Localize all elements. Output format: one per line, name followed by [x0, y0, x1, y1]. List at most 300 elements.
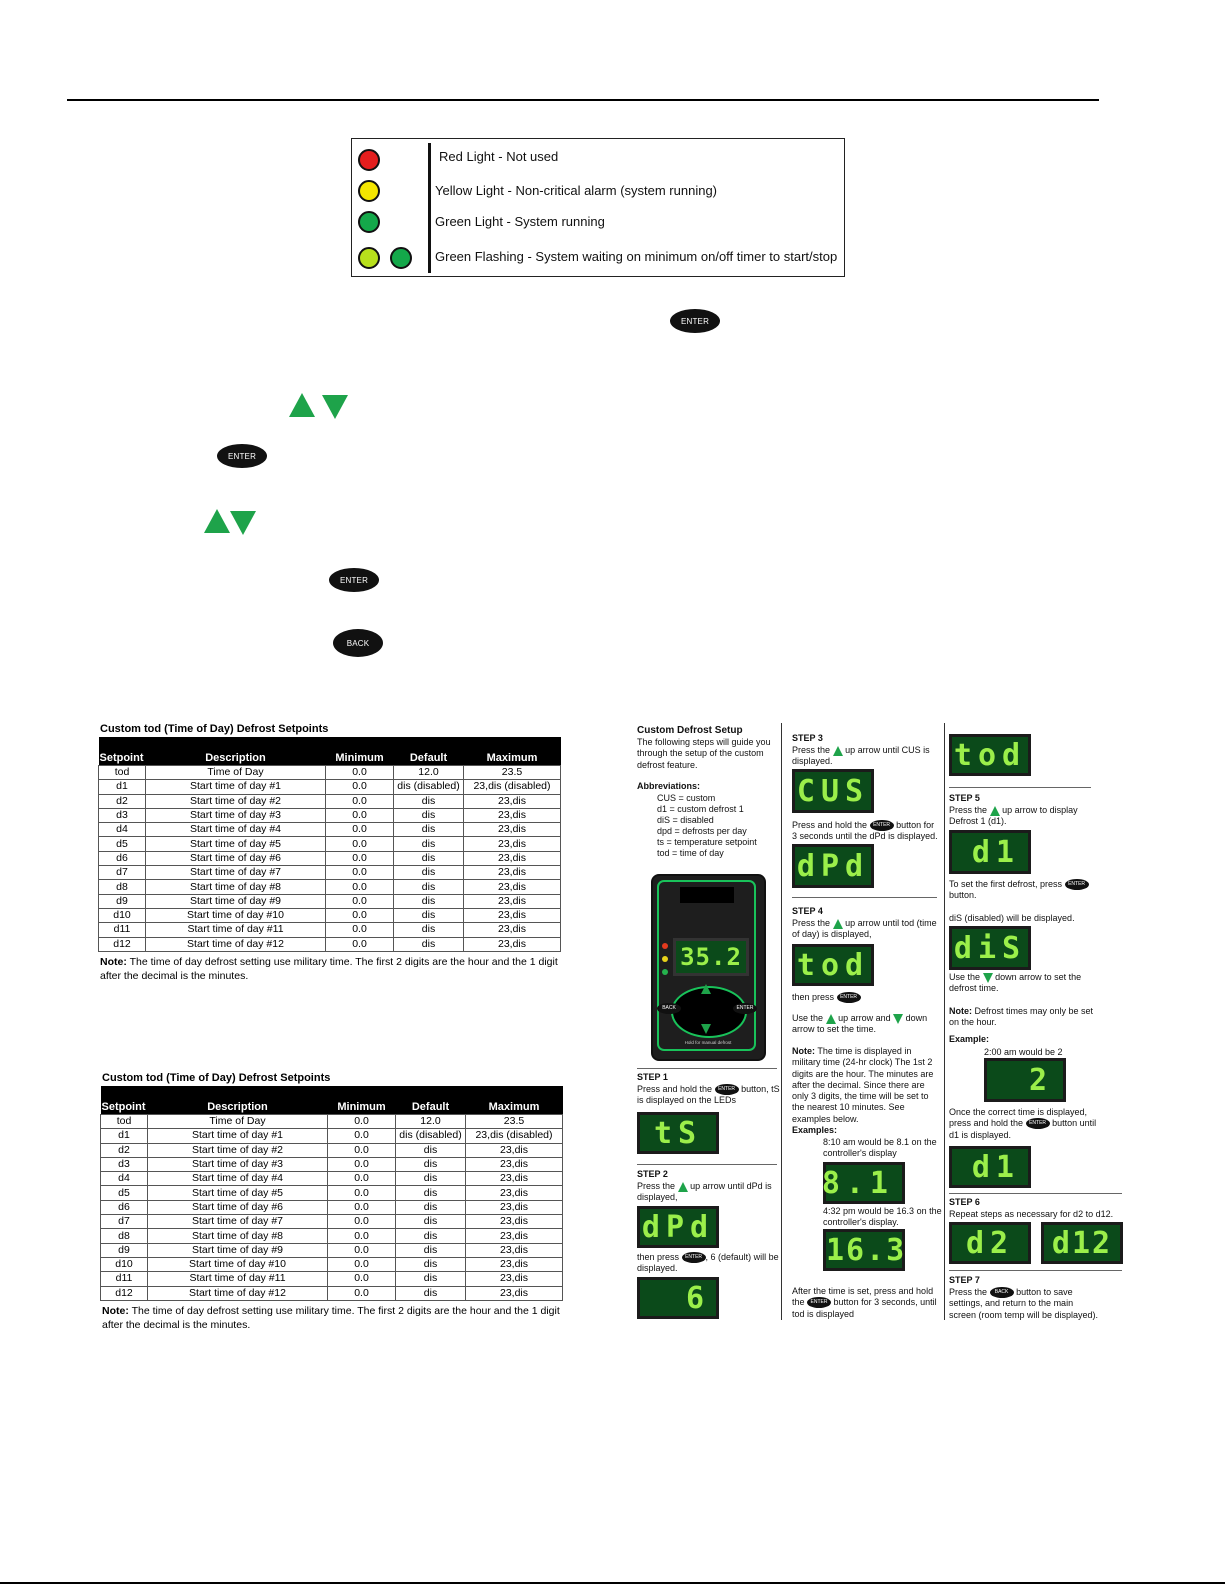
table-cell: Time of Day	[148, 1115, 328, 1129]
step2-pre: Press the	[637, 1181, 676, 1191]
legend-yellow-label: Yellow Light - Non-critical alarm (system running)	[435, 183, 718, 198]
step4-then	[792, 992, 861, 1003]
table-row	[101, 1286, 563, 1300]
table-cell: d3	[101, 1157, 148, 1171]
table-cell: 23,dis	[464, 823, 561, 837]
table-cell: 23,dis	[464, 837, 561, 851]
table-cell: 0.0	[326, 908, 394, 922]
step4-example2: 4:32 pm would be 16.3 on the controller's display.	[823, 1206, 942, 1228]
step5-use-pre: Use the	[949, 972, 981, 982]
abbr-4: dpd = defrosts per day	[657, 826, 747, 836]
step5-example-label: Example:	[949, 1034, 990, 1044]
table-cell: Start time of day #3	[148, 1157, 328, 1171]
table-cell: dis	[396, 1186, 466, 1200]
table-cell: d11	[101, 1272, 148, 1286]
table-row	[101, 1272, 563, 1286]
enter-button-icon: ENTER	[670, 309, 720, 333]
table-cell: Start time of day #6	[146, 851, 326, 865]
up-arrow-icon	[289, 393, 315, 417]
table-cell: 0.0	[326, 837, 394, 851]
legend-green-label: Green Light - System running	[435, 214, 605, 229]
column-divider	[944, 723, 945, 1320]
table-cell: 0.0	[326, 894, 394, 908]
table-cell: dis	[394, 837, 464, 851]
legend-divider	[428, 143, 431, 273]
table-cell: d6	[99, 851, 146, 865]
step-divider	[637, 1068, 777, 1069]
table-row	[99, 794, 561, 808]
green-light-icon	[358, 211, 380, 233]
step5-title: STEP 5	[949, 793, 980, 803]
table-cell: dis	[394, 937, 464, 951]
table-cell: dis	[394, 851, 464, 865]
step1-pre: Press and hold the	[637, 1084, 713, 1094]
table-row	[99, 837, 561, 851]
legend-green-flashing-label: Green Flashing - System waiting on minimum on/off timer to start/stop	[435, 249, 838, 264]
step3-hold-pre: Press and hold the	[792, 820, 868, 830]
step4-lcd-tod: tod	[792, 944, 874, 986]
step5-dis: diS (disabled) will be displayed.	[949, 913, 1075, 923]
note-text: The time of day defrost setting use military time. The first 2 digits are the hour and the 1 digit after the decimal is the minutes.	[100, 956, 558, 982]
step3-post: up arrow until CUS is displayed.	[792, 745, 930, 767]
table-cell: 23,dis	[464, 794, 561, 808]
table-cell: 0.0	[326, 866, 394, 880]
green-flashing-light-icon-1	[358, 247, 380, 269]
table-cell: d4	[101, 1172, 148, 1186]
table-cell: 0.0	[328, 1129, 396, 1143]
table-header-row	[99, 737, 561, 766]
enter-button-icon: ENTER	[682, 1252, 706, 1263]
column-header: Default	[394, 737, 464, 766]
step5-once-post: button until d1 is displayed.	[949, 1118, 1097, 1140]
down-arrow-icon	[983, 973, 993, 983]
table-cell: dis	[394, 808, 464, 822]
table-cell: 0.0	[328, 1272, 396, 1286]
green-flashing-light-icon-2	[390, 247, 412, 269]
step2-lcd-dpd: dPd	[637, 1206, 719, 1248]
up-arrow-icon	[204, 509, 230, 533]
table-cell: 23,dis	[466, 1186, 563, 1200]
table-cell: 23.5	[464, 766, 561, 780]
table-cell: d1	[101, 1129, 148, 1143]
step4-lcd-ex1: 8.1	[823, 1162, 905, 1204]
step5-note-text: Defrost times may only be set on the hour.	[949, 1006, 1094, 1028]
table-cell: 0.0	[328, 1215, 396, 1229]
table-cell: d1	[99, 780, 146, 794]
step4-pre: Press the	[792, 918, 831, 928]
table-cell: dis (disabled)	[396, 1129, 466, 1143]
table-cell: 0.0	[328, 1257, 396, 1271]
step4-text	[792, 918, 938, 941]
step5-note	[949, 1006, 1099, 1029]
abbr-3: diS = disabled	[657, 815, 714, 825]
table-cell: Start time of day #9	[146, 894, 326, 908]
table-cell: Start time of day #4	[148, 1172, 328, 1186]
table-cell: d2	[99, 794, 146, 808]
column-header: Minimum	[328, 1086, 396, 1115]
table-cell: 0.0	[328, 1172, 396, 1186]
down-arrow-icon	[893, 1014, 903, 1024]
table-header-row	[101, 1086, 563, 1115]
table-cell: Start time of day #2	[148, 1143, 328, 1157]
back-button-icon: BACK	[333, 629, 383, 657]
table-cell: 23,dis	[464, 923, 561, 937]
table-cell: dis	[396, 1286, 466, 1300]
step7-text	[949, 1287, 1099, 1321]
step2-lcd-default: 6	[637, 1277, 719, 1319]
step4-lcd-ex2: 16.3	[823, 1229, 905, 1271]
table-cell: dis	[394, 923, 464, 937]
table-cell: dis	[394, 880, 464, 894]
note-text: The time of day defrost setting use military time. The first 2 digits are the hour and the 1 digit after the decimal is the minutes.	[102, 1305, 560, 1331]
table-cell: Start time of day #6	[148, 1200, 328, 1214]
table-cell: d12	[99, 937, 146, 951]
column-header: Setpoint	[99, 737, 146, 766]
table-cell: d10	[99, 908, 146, 922]
step5-set-pre: To set the first defrost, press	[949, 879, 1063, 889]
step4-note	[792, 1046, 938, 1125]
table-cell: 0.0	[326, 923, 394, 937]
step4-examples-label: Examples:	[792, 1125, 838, 1135]
step6-title: STEP 6	[949, 1197, 980, 1207]
step-divider	[637, 1164, 777, 1165]
table-cell: 23,dis	[464, 866, 561, 880]
table-cell: 0.0	[326, 937, 394, 951]
abbr-6: tod = time of day	[657, 848, 724, 858]
step4-after-pre: After the time is set, press and hold the	[792, 1286, 934, 1308]
table-cell: dis	[396, 1215, 466, 1229]
table-cell: Start time of day #1	[146, 780, 326, 794]
step-divider	[949, 1193, 1122, 1194]
table-cell: tod	[101, 1115, 148, 1129]
table-row	[101, 1157, 563, 1171]
guide-intro: The following steps will guide you through the setup of the custom defrost feature.	[637, 737, 771, 770]
table-cell: 23,dis	[464, 880, 561, 894]
step4-after-post: button for 3 seconds, until tod is displayed	[792, 1297, 937, 1319]
table-cell: 0.0	[328, 1286, 396, 1300]
step3-lcd-cus: CUS	[792, 769, 874, 813]
table-row	[99, 866, 561, 880]
table-row	[99, 923, 561, 937]
table-cell: 0.0	[328, 1200, 396, 1214]
table-cell: d12	[101, 1286, 148, 1300]
table-cell: 0.0	[328, 1229, 396, 1243]
table-cell: 23,dis	[466, 1257, 563, 1271]
step7-post: button to save settings, and return to the main screen (room temp will be displayed).	[949, 1287, 1099, 1320]
table-row	[99, 851, 561, 865]
table-cell: 23,dis	[466, 1243, 563, 1257]
table-cell: 0.0	[326, 780, 394, 794]
up-arrow-icon	[833, 746, 843, 756]
controller-enter-button: ENTER	[733, 1003, 757, 1014]
table-cell: 23,dis	[466, 1200, 563, 1214]
table-row	[101, 1172, 563, 1186]
table-cell: 0.0	[326, 794, 394, 808]
table-cell: 0.0	[326, 766, 394, 780]
step5-use-post: down arrow to set the defrost time.	[949, 972, 1082, 994]
step5-lcd-dis: diS	[949, 926, 1031, 970]
enter-button-icon: ENTER	[1026, 1118, 1050, 1129]
table-note	[100, 955, 560, 983]
table-cell: 12.0	[394, 766, 464, 780]
table-cell: 23,dis	[466, 1157, 563, 1171]
column-header: Description	[148, 1086, 328, 1115]
light-legend	[351, 138, 845, 277]
step1-post: button, tS is displayed on the LEDs	[637, 1084, 780, 1106]
step-divider	[949, 1270, 1122, 1271]
controller-down-arrow-icon	[701, 1024, 711, 1034]
abbr-2: d1 = custom defrost 1	[657, 804, 744, 814]
table-cell: dis	[396, 1157, 466, 1171]
table-cell: 0.0	[326, 808, 394, 822]
table-cell: d5	[101, 1186, 148, 1200]
table-cell: Start time of day #11	[146, 923, 326, 937]
step3-lcd-dpd: dPd	[792, 844, 874, 888]
table-title: Custom tod (Time of Day) Defrost Setpoints	[100, 723, 329, 735]
table-cell: dis (disabled)	[394, 780, 464, 794]
table-cell: dis	[396, 1229, 466, 1243]
step4-example1: 8:10 am would be 8.1 on the controller's display	[823, 1137, 937, 1159]
table-cell: 12.0	[396, 1115, 466, 1129]
table-row	[101, 1243, 563, 1257]
yellow-light-icon	[358, 180, 380, 202]
column-header: Setpoint	[101, 1086, 148, 1115]
table-cell: 0.0	[328, 1157, 396, 1171]
table-cell: 23.5	[466, 1115, 563, 1129]
table-row	[101, 1215, 563, 1229]
table-row	[99, 823, 561, 837]
step3-hold-post: button for 3 seconds until the dPd is displayed.	[792, 820, 938, 842]
abbr-title: Abbreviations:	[637, 781, 701, 791]
step4-title: STEP 4	[792, 906, 823, 916]
table-cell: Start time of day #10	[148, 1257, 328, 1271]
table-cell: dis	[396, 1143, 466, 1157]
table-note	[102, 1304, 562, 1332]
controller-red-led-icon	[662, 943, 668, 949]
table-row	[101, 1257, 563, 1271]
table-cell: Start time of day #5	[146, 837, 326, 851]
step3-text	[792, 745, 938, 768]
table-cell: Start time of day #10	[146, 908, 326, 922]
table-row	[99, 937, 561, 951]
table-cell: dis	[394, 866, 464, 880]
note-label: Note:	[102, 1305, 129, 1317]
controller-up-arrow-icon	[701, 984, 711, 994]
table-row	[99, 808, 561, 822]
table-cell: d10	[101, 1257, 148, 1271]
step2-then	[637, 1252, 783, 1275]
step1-title: STEP 1	[637, 1072, 668, 1082]
step5-set-post: button.	[949, 890, 977, 901]
table-cell: Time of Day	[146, 766, 326, 780]
table-cell: d11	[99, 923, 146, 937]
table-cell: Start time of day #9	[148, 1243, 328, 1257]
step5-example: 2:00 am would be 2	[984, 1047, 1063, 1057]
table-cell: 23,dis	[466, 1172, 563, 1186]
table-cell: d8	[101, 1229, 148, 1243]
table-cell: d6	[101, 1200, 148, 1214]
table-row	[99, 894, 561, 908]
table-row	[99, 880, 561, 894]
controller-back-button: BACK	[657, 1003, 681, 1014]
table-cell: 23,dis	[464, 937, 561, 951]
step3-hold	[792, 820, 940, 843]
legend-red-label: Red Light - Not used	[439, 149, 559, 164]
step4-use-pre: Use the	[792, 1013, 824, 1023]
step4-note-label: Note:	[792, 1046, 815, 1056]
table-cell: dis	[396, 1172, 466, 1186]
table-cell: dis	[396, 1257, 466, 1271]
step4-use-post: down arrow to set the time.	[792, 1013, 928, 1035]
table-cell: 0.0	[326, 880, 394, 894]
table-cell: 0.0	[326, 823, 394, 837]
table-cell: 0.0	[328, 1243, 396, 1257]
table-cell: d9	[99, 894, 146, 908]
controller-label-plate	[680, 887, 734, 903]
table-row	[101, 1229, 563, 1243]
table-cell: Start time of day #8	[146, 880, 326, 894]
down-arrow-icon	[230, 511, 256, 535]
setpoints-table	[98, 737, 561, 952]
guide-title: Custom Defrost Setup	[637, 725, 743, 736]
up-arrow-icon	[678, 1182, 688, 1192]
step5-text	[949, 805, 1099, 828]
table-cell: dis	[396, 1200, 466, 1214]
step4-after	[792, 1286, 942, 1320]
column-header: Default	[396, 1086, 466, 1115]
enter-button-icon: ENTER	[807, 1297, 831, 1308]
controller-display: 35.2	[673, 938, 749, 976]
step2-then-pre: then press	[637, 1252, 680, 1262]
step4-use-mid: up arrow and	[838, 1013, 891, 1023]
step4-then-label: then press	[792, 992, 835, 1002]
abbr-5: ts = temperature setpoint	[657, 837, 757, 847]
step5-note-label: Note:	[949, 1006, 972, 1016]
controller-image	[651, 874, 766, 1061]
step5-use	[949, 972, 1099, 995]
step1-text	[637, 1084, 781, 1107]
table-cell: Start time of day #1	[148, 1129, 328, 1143]
table-cell: Start time of day #5	[148, 1186, 328, 1200]
step2-then-post: , 6 (default) will be displayed.	[637, 1252, 779, 1274]
table-cell: 23,dis	[466, 1215, 563, 1229]
column-header: Maximum	[464, 737, 561, 766]
table-row	[101, 1143, 563, 1157]
up-arrow-icon	[826, 1014, 836, 1024]
column-header: Description	[146, 737, 326, 766]
table-cell: d2	[101, 1143, 148, 1157]
table-row	[101, 1186, 563, 1200]
step5-set	[949, 879, 1099, 902]
table-cell: d7	[101, 1215, 148, 1229]
table-row	[99, 908, 561, 922]
table-cell: 23,dis	[466, 1229, 563, 1243]
enter-button-icon: ENTER	[217, 444, 267, 468]
step2-text	[637, 1181, 781, 1204]
table-title: Custom tod (Time of Day) Defrost Setpoints	[102, 1072, 331, 1084]
table-cell: d3	[99, 808, 146, 822]
table-cell: dis	[394, 823, 464, 837]
step5-once	[949, 1107, 1099, 1141]
table-cell: 23,dis	[464, 851, 561, 865]
table-cell: dis	[396, 1243, 466, 1257]
step2-post: up arrow until dPd is displayed,	[637, 1181, 772, 1203]
table-cell: dis	[394, 894, 464, 908]
table-cell: 23,dis	[466, 1272, 563, 1286]
step5-lcd-d1: d1	[949, 830, 1031, 874]
column-divider	[781, 723, 782, 1320]
up-arrow-icon	[833, 919, 843, 929]
table-cell: 23,dis	[464, 894, 561, 908]
step3-pre: Press the	[792, 745, 831, 755]
table-cell: d4	[99, 823, 146, 837]
setpoints-table	[100, 1086, 563, 1301]
step4-note-text: The time is displayed in military time (24-hr clock) The 1st 2 digits are the hour. The minutes are after the decimal. Since there are only 3 digits, the time will be set to the nearest 10 minutes. See examples below.	[792, 1046, 934, 1124]
step2-title: STEP 2	[637, 1169, 668, 1179]
step-divider	[792, 897, 937, 898]
table-cell: d8	[99, 880, 146, 894]
table-cell: Start time of day #12	[148, 1286, 328, 1300]
step4-post: up arrow until tod (time of day) is displayed,	[792, 918, 937, 940]
table-cell: 23,dis	[466, 1286, 563, 1300]
table-row	[101, 1200, 563, 1214]
table-cell: Start time of day #12	[146, 937, 326, 951]
table-cell: Start time of day #8	[148, 1229, 328, 1243]
step6-lcd-d12: d12	[1041, 1222, 1123, 1264]
controller-yellow-led-icon	[662, 956, 668, 962]
enter-button-icon: ENTER	[1065, 879, 1089, 890]
table-cell: 23,dis	[466, 1143, 563, 1157]
note-label: Note:	[100, 956, 127, 968]
table-cell: dis	[396, 1272, 466, 1286]
up-arrow-icon	[990, 806, 1000, 816]
column-header: Minimum	[326, 737, 394, 766]
table-cell: 0.0	[328, 1115, 396, 1129]
table-cell: d9	[101, 1243, 148, 1257]
step7-pre: Press the	[949, 1287, 988, 1297]
step3-title: STEP 3	[792, 733, 823, 743]
table-cell: Start time of day #7	[148, 1215, 328, 1229]
step5-lcd-d1-final: d1	[949, 1146, 1031, 1188]
table-cell: 0.0	[326, 851, 394, 865]
table-cell: 23,dis (disabled)	[466, 1129, 563, 1143]
step1-lcd: tS	[637, 1112, 719, 1154]
table-cell: d5	[99, 837, 146, 851]
table-cell: Start time of day #4	[146, 823, 326, 837]
table-cell: d7	[99, 866, 146, 880]
table-row	[101, 1115, 563, 1129]
table-cell: tod	[99, 766, 146, 780]
footer-rule	[0, 1582, 1225, 1584]
controller-green-led-icon	[662, 969, 668, 975]
table-row	[101, 1129, 563, 1143]
table-cell: 0.0	[328, 1186, 396, 1200]
step7-title: STEP 7	[949, 1275, 980, 1285]
table-cell: dis	[394, 908, 464, 922]
back-button-icon: BACK	[990, 1287, 1014, 1298]
enter-button-icon: ENTER	[715, 1084, 739, 1095]
table-cell: Start time of day #3	[146, 808, 326, 822]
step6-text: Repeat steps as necessary for d2 to d12.	[949, 1209, 1114, 1219]
table-cell: 23,dis (disabled)	[464, 780, 561, 794]
table-row	[99, 780, 561, 794]
header-rule	[67, 99, 1099, 101]
step5-once-pre: Once the correct time is displayed, press and hold the	[949, 1107, 1088, 1129]
step6-lcd-d2: d2	[949, 1222, 1031, 1264]
table-cell: Start time of day #2	[146, 794, 326, 808]
step5-lcd-tod: tod	[949, 734, 1031, 776]
table-cell: Start time of day #11	[148, 1272, 328, 1286]
